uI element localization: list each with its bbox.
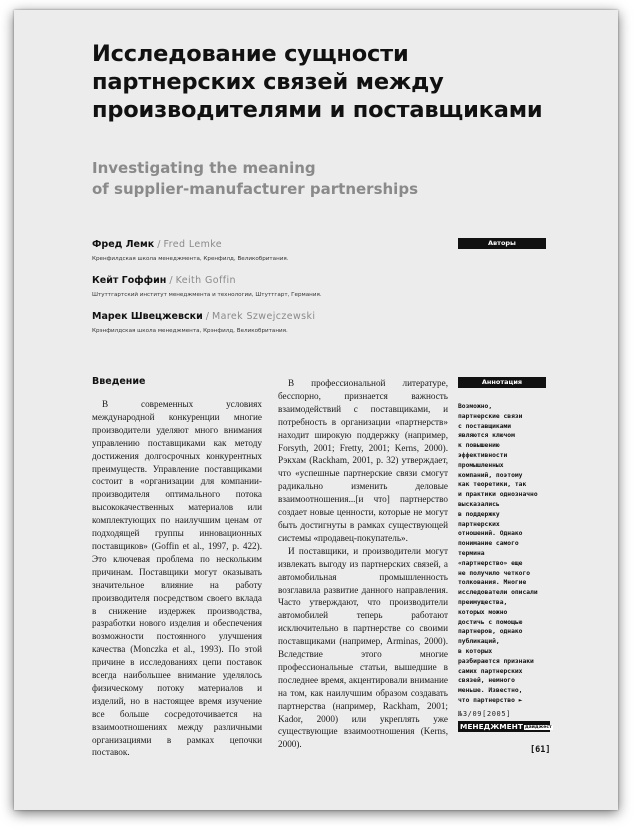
- annotation-line: которых можно: [458, 608, 508, 616]
- author-name: [92, 238, 452, 251]
- author-name-ru: Марек Швецжевски: [92, 311, 203, 322]
- magazine-logo: [458, 721, 550, 732]
- annotation-line: связей, немного: [458, 677, 515, 685]
- article-title-line: производителями и поставщиками: [92, 97, 543, 123]
- authors-label: Авторы: [458, 238, 546, 249]
- article-title-line: партнерских связей между: [92, 69, 444, 95]
- article-title: [92, 40, 592, 124]
- annotation-line: как теоретики, так: [458, 481, 527, 489]
- annotation-label: Аннотация: [458, 377, 546, 388]
- author-separator: /: [154, 239, 164, 250]
- article-subtitle: [92, 158, 418, 200]
- annotation-line: партнеров, однако: [458, 628, 523, 636]
- page-number: [61]: [530, 745, 551, 755]
- annotation-line: высказались: [458, 500, 500, 508]
- annotation-line: достичь с помощью: [458, 618, 523, 626]
- annotation-line: в поддержку: [458, 510, 500, 518]
- author-name: [92, 310, 452, 323]
- annotation-line: к повышению: [458, 442, 500, 450]
- annotation-line: промышленных: [458, 461, 504, 469]
- annotation-line: разбираются признаки: [458, 657, 534, 665]
- author-entry: [92, 238, 452, 264]
- magazine-logo-main: МЕНЕДЖМЕНТ: [460, 722, 523, 731]
- author-entry: [92, 310, 452, 336]
- annotation-line: партнерских: [458, 520, 500, 528]
- annotation-line: самих партнерских: [458, 667, 523, 675]
- magazine-logo-sub: дайджест: [524, 725, 552, 730]
- author-entry: [92, 274, 452, 300]
- annotation-line: публикаций,: [458, 638, 500, 646]
- annotation-line: с поставщиками: [458, 422, 512, 430]
- annotation-line: меньше. Известно,: [458, 687, 523, 695]
- annotation-line: Возможно,: [458, 403, 493, 410]
- annotation-line: исследователи описали: [458, 589, 538, 597]
- body-paragraph: В современных условиях международной конкуренции многие производители уделяют много внимания управлению поставщиками как методу достижения долгосрочных конкурентных преимуществ. Управление поставщиками состоит в «организации для компании-производителя оптимального потока высококачественных материалов или комплектующих по наилучшим ценам от подходящей группы инновационных поставщиков» (Goffin et al., 1997, p. 422). Это ключевая проблема по нескольким причинам. Поставщики могут оказывать значительное влияние на работу производителя посредством своего вклада в снижение издержек производства, разработки нового изделия и обеспечения возможности постоянного улучшения качества (Monczka et al., 1993). По этой причине в исследованиях цепи поставок всегда наибольшее внимание уделялось физическому потоку материалов и изделий, но в настоящее время изучение все больше сосредоточивается на взаимоотношениях между различными организациями в рамках цепочки поставок.: [92, 399, 262, 758]
- article-title-line: Исследование сущности: [92, 41, 409, 67]
- annotation-line: преимущества,: [458, 598, 508, 606]
- annotation-line: эффективности: [458, 451, 508, 459]
- authors-list: [92, 238, 452, 346]
- section-heading-introduction: Введение: [92, 376, 146, 387]
- annotation-line: толкования. Многие: [458, 579, 527, 587]
- annotation-line: в которых: [458, 647, 493, 655]
- author-affiliation: Крэнфилдская школа менеджмента, Крэнфилд, Великобритания.: [92, 328, 288, 334]
- annotation-line: «партнерство» еще: [458, 559, 523, 567]
- annotation-text: [458, 402, 552, 706]
- author-name-ru: Кейт Гоффин: [92, 275, 167, 286]
- journal-page: [14, 10, 618, 810]
- author-separator: /: [202, 311, 212, 322]
- article-subtitle-line: Investigating the meaning: [92, 159, 316, 177]
- author-separator: /: [166, 275, 176, 286]
- annotation-line: партнерские связи: [458, 412, 523, 420]
- annotation-line: являются ключом: [458, 432, 515, 440]
- annotation-line: компаний, поэтому: [458, 471, 523, 479]
- author-name-en: Fred Lemke: [163, 239, 223, 250]
- annotation-line: и практики однозначно: [458, 491, 538, 499]
- author-affiliation: Кренфилдская школа менеджмента, Кренфилд, Великобритания.: [92, 256, 289, 262]
- body-column-middle: [278, 377, 448, 751]
- author-name-en: Keith Goffin: [175, 275, 236, 286]
- article-subtitle-line: of supplier-manufacturer partnerships: [92, 180, 418, 198]
- body-paragraph: И поставщики, и производители могут извлекать выгоду из партнерских связей, а автомобильная промышленность возглавила развитие данного направления. Часто утверждают, что производители автомобилей теперь работают исключительно в партнерстве со своими поставщиками (например, Arminas, 2000). Вследствие этого многие профессиональные статьи, вышедшие в последнее время, акцентировали внимание на том, как наилучшим образом создавать партнерства (например, Rackham, 2001; Kador, 2000) или укреплять уже существующие взаимоотношения (Kerns, 2000).: [278, 545, 448, 750]
- body-paragraph: В профессиональной литературе, бесспорно, признается важность взаимодействий с поставщиками, и потребность в организации «партнерств» находит широкую поддержку (например, Forsyth, 2001; Fretty, 2001; Kerns, 2000). Рэкхам (Rackham, 2001, p. 32) утверждает, что «успешные партнерские связи смогут радикально изменить деловые взаимоотношения...[и что] партнерство создает новые ценности, которые не могут быть достигнуты в рамках существующей системы «продавец-покупатель».: [278, 378, 448, 543]
- author-name: [92, 274, 452, 287]
- body-column-left: [92, 398, 262, 759]
- annotation-line: понимание самого: [458, 540, 519, 548]
- annotation-line: термина: [458, 549, 485, 557]
- issue-number: №3/09[2005]: [458, 710, 511, 718]
- annotation-line: отношений. Однако: [458, 530, 523, 538]
- annotation-line: не получило четкого: [458, 569, 531, 577]
- annotation-line: что партнерство ►: [458, 696, 523, 704]
- author-name-en: Marek Szwejczewski: [212, 311, 316, 322]
- author-affiliation: Штуттгартский институт менеджмента и технологии, Штуттгарт, Германия.: [92, 292, 322, 298]
- author-name-ru: Фред Лемк: [92, 239, 155, 250]
